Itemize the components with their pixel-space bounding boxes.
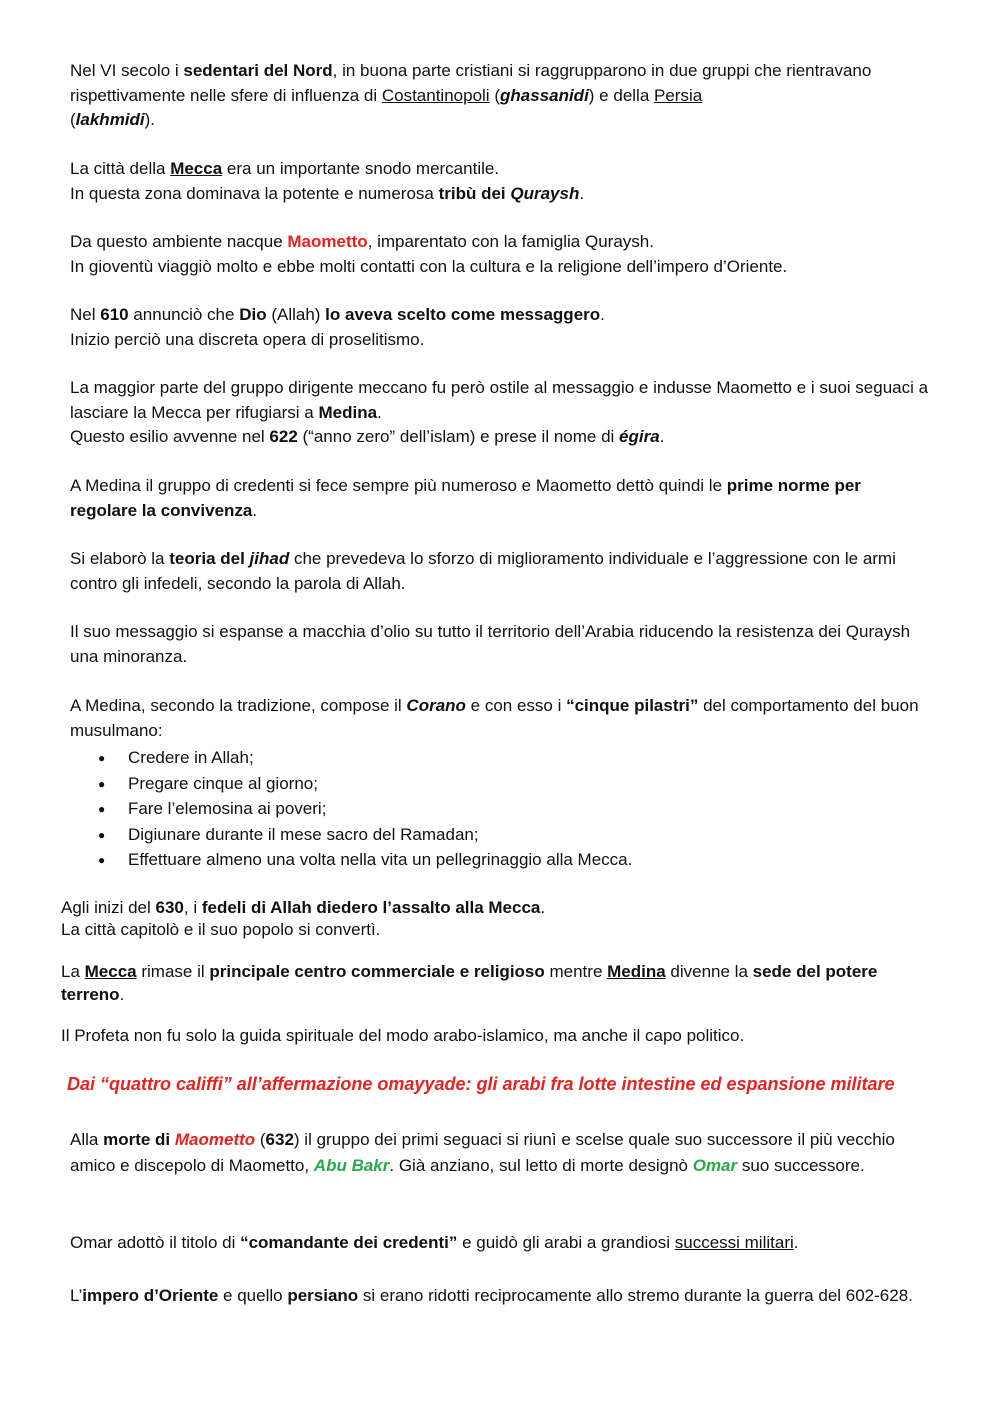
- paragraph-maometto: Da questo ambiente nacque Maometto, imparentato con la famiglia Quraysh. In gioventù viaggiò molto e ebbe molti contatti con la cultura e la religione dell’impero d’Oriente.: [70, 232, 788, 276]
- list-item: ● Credere in Allah;: [70, 746, 930, 772]
- paragraph-egira: La maggior parte del gruppo dirigente meccano fu però ostile al messaggio e indusse Maometto e i suoi seguaci a lasciare la Mecca per rifugiarsi a Medina. Questo esilio avvenne nel 622 (“anno zero” dell’islam) e prese il nome di égira.: [70, 378, 929, 446]
- list-item: ● Digiunare durante il mese sacro del Ramadan;: [70, 823, 930, 849]
- paragraph-espansione: Il suo messaggio si espanse a macchia d’olio su tutto il territorio dell’Arabia riducendo la resistenza dei Quraysh una minoranza.: [70, 622, 911, 666]
- paragraph-630: Agli inizi del 630, i fedeli di Allah diedero l’assalto alla Mecca. La città capitolò e il suo popolo si convertì.: [61, 898, 546, 939]
- section-heading: Dai “quattro califfi” all’affermazione omayyade: gli arabi fra lotte intestine ed espansione militare: [67, 1074, 895, 1094]
- paragraph-impero: L’impero d’Oriente e quello persiano si erano ridotti reciprocamente allo stremo durante la guerra del 602-628.: [70, 1286, 913, 1305]
- paragraph-610: Nel 610 annunciò che Dio (Allah) lo aveva scelto come messaggero. Inizio perciò una discreta opera di proselitismo.: [70, 305, 605, 349]
- paragraph-profeta: Il Profeta non fu solo la guida spirituale del modo arabo-islamico, ma anche il capo politico.: [61, 1026, 745, 1045]
- paragraph-corano: A Medina, secondo la tradizione, compose il Corano e con esso i “cinque pilastri” del comportamento del buon musulmano:: [70, 696, 919, 740]
- paragraph-medina-norme: A Medina il gruppo di credenti si fece sempre più numeroso e Maometto dettò quindi le prime norme per regolare la convivenza.: [70, 476, 861, 520]
- paragraph-califfi: Alla morte di Maometto (632) il gruppo dei primi seguaci si riunì e scelse quale suo successore il più vecchio amico e discepolo di Maometto, Abu Bakr. Già anziano, sul letto di morte designò Omar suo successore.: [70, 1130, 895, 1175]
- paragraph-jihad: Si elaborò la teoria del jihad che prevedeva lo sforzo di miglioramento individuale e l’aggressione con le armi contro gli infedeli, secondo la parola di Allah.: [70, 549, 896, 593]
- paragraph-mecca: La città della Mecca era un importante snodo mercantile. In questa zona dominava la potente e numerosa tribù dei Quraysh.: [70, 159, 585, 203]
- paragraph-omar: Omar adottò il titolo di “comandante dei credenti” e guidò gli arabi a grandiosi successi militari.: [70, 1233, 799, 1252]
- list-item: ● Pregare cinque al giorno;: [70, 772, 930, 798]
- list-item: ● Effettuare almeno una volta nella vita un pellegrinaggio alla Mecca.: [70, 848, 930, 874]
- list-item: ● Fare l’elemosina ai poveri;: [70, 797, 930, 823]
- paragraph-sedentari: Nel VI secolo i sedentari del Nord, in buona parte cristiani si raggrupparono in due gruppi che rientravano rispettivamente nelle sfere di influenza di Costantinopoli (ghassanidi) e della Persia (lakhmidi).: [70, 61, 872, 129]
- paragraph-centri: La Mecca rimase il principale centro commerciale e religioso mentre Medina divenne la sede del potere terreno.: [61, 962, 878, 1004]
- pillars-list: [70, 746, 930, 874]
